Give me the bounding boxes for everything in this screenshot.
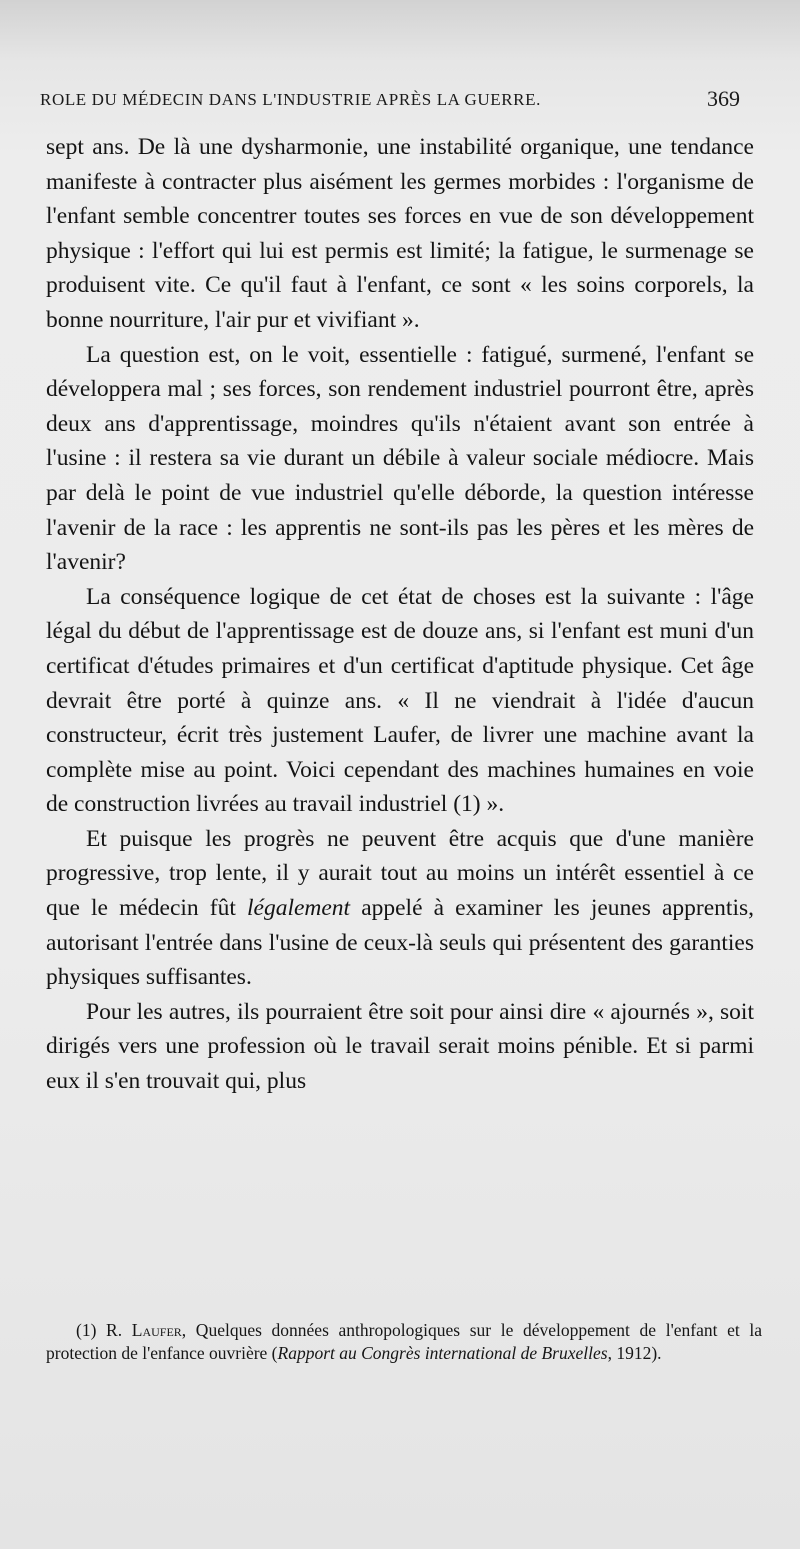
footnote [46,1319,762,1364]
paragraph-2: La question est, on le voit, essentielle : fatigué, surmené, l'enfant se développera mal ; ses forces, son rendement industriel pourront être, après deux ans d'apprentissage, moindres qu'ils n'étaient avant son entrée à l'usine : il restera sa vie durant un débile à valeur sociale médiocre. Mais par delà le point de vue industriel qu'elle déborde, la question intéresse l'avenir de la race : les apprentis ne sont-ils pas les pères et les mères de l'avenir? [46,341,754,576]
running-title: ROLE DU MÉDECIN DANS L'INDUSTRIE APRÈS LA GUERRE. [40,90,541,109]
paragraph-4 [46,822,754,995]
running-header [40,86,740,116]
footnote-marker: (1) R. [76,1320,132,1340]
paragraph-1: sept ans. De là une dysharmonie, une instabilité organique, une tendance manifeste à contracter plus aisément les germes morbides : l'organisme de l'enfant semble concentrer toutes ses forces en vue de son développement physique : l'effort qui lui est permis est limité; la fatigue, le surmenage se produisent vite. Ce qu'il faut à l'enfant, ce sont « les soins corporels, la bonne nourriture, l'air pur et vivifiant ». [46,134,754,333]
page-number: 369 [707,86,740,111]
footnote-italic: Rapport au Congrès international de Bruxelles [277,1342,608,1363]
paragraph-3: La conséquence logique de cet état de choses est la suivante : l'âge légal du début de l'apprentissage est de douze ans, si l'enfant est muni d'un certificat d'études primaires et d'un certificat d'aptitude physique. Cet âge devrait être porté à quinze ans. « Il ne viendrait à l'idée d'aucun constructeur, écrit très justement Laufer, de livrer une machine avant la complète mise au point. Voici cependant des machines humaines en voie de construction livrées au travail industriel (1) ». [46,583,754,818]
paragraph-4-italic: légalement [246,895,351,922]
footnote-paragraph [46,1319,762,1364]
paragraph-5: Pour les autres, ils pourraient être soit pour ainsi dire « ajournés », soit dirigés vers une profession où le travail serait moins pénible. Et si parmi eux il s'en trouvait qui, plus [46,998,754,1095]
footnote-end: , 1912). [607,1342,662,1363]
paragraph-4-text-start: Et puisque les progrès ne peuvent être acquis que d'une manière progressive, trop lente, il y aurait tout au moins un intérêt essentiel à ce que le médecin fût [46,825,754,922]
footnote-text: , Quelques données anthropologiques sur le développement de l'enfant et la protection de l'enfance ouvrière ( [46,1320,763,1363]
paragraph-4-text-end: appelé à examiner les jeunes apprentis, autorisant l'entrée dans l'usine de ceux-là seuls qui présentent des garanties physiques suffisantes. [46,895,754,991]
footnote-author: Laufer [131,1320,182,1340]
body-text [46,130,754,1099]
